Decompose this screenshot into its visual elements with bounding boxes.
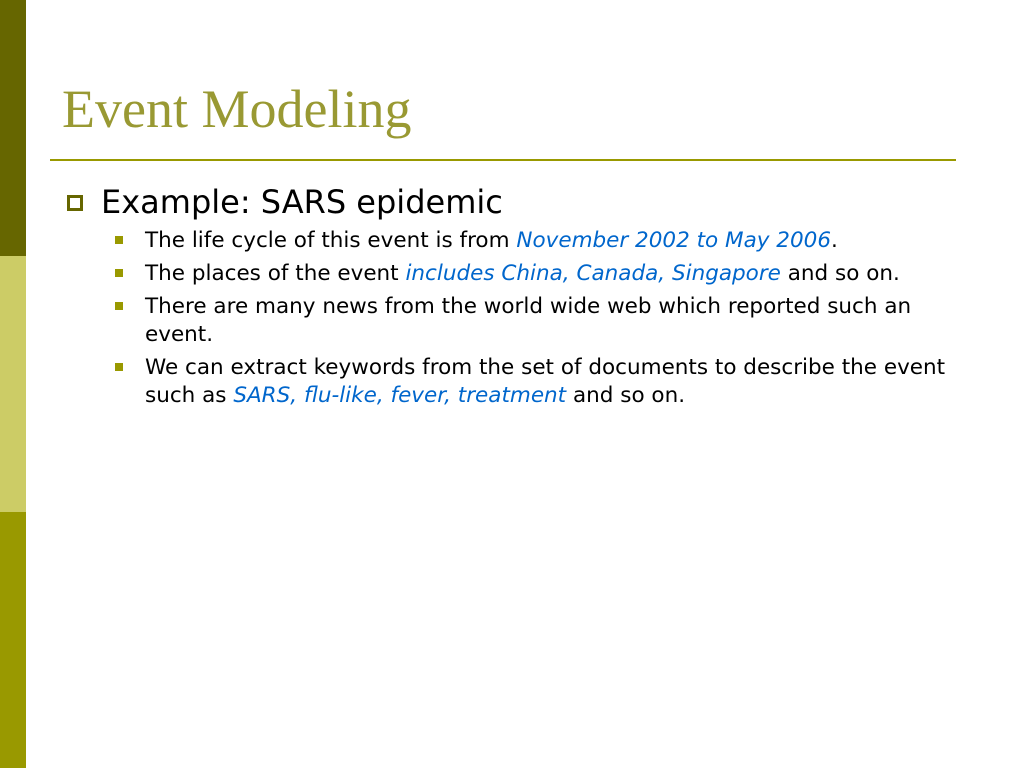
sub-bullet-list bbox=[62, 227, 972, 410]
sub-bullet-text-end: and so on. bbox=[780, 261, 900, 286]
sub-bullet-item bbox=[62, 227, 972, 255]
square-bullet-icon bbox=[115, 302, 123, 310]
sub-bullet-highlight: SARS, flu-like, fever, treatment bbox=[233, 383, 567, 408]
hollow-square-bullet-icon bbox=[67, 195, 83, 211]
sub-bullet-item bbox=[62, 354, 972, 410]
title-divider bbox=[50, 159, 956, 161]
sub-bullet-text: The life cycle of this event is from bbox=[145, 228, 517, 253]
sub-bullet-text-end: . bbox=[831, 228, 838, 253]
square-bullet-icon bbox=[115, 269, 123, 277]
square-bullet-icon bbox=[115, 363, 123, 371]
decor-band-bottom bbox=[0, 512, 26, 768]
sub-bullet-text: The places of the event bbox=[145, 261, 406, 286]
main-bullet-text: Example: SARS epidemic bbox=[101, 183, 503, 221]
main-bullet-item bbox=[62, 183, 972, 221]
slide-title: Event Modeling bbox=[62, 79, 412, 139]
sub-bullet-highlight: includes China, Canada, Singapore bbox=[405, 261, 781, 286]
sub-bullet-text-end: and so on. bbox=[566, 383, 686, 408]
slide-content bbox=[62, 183, 972, 415]
sub-bullet-text: There are many news from the world wide web which reported such an event. bbox=[145, 294, 912, 347]
square-bullet-icon bbox=[115, 236, 123, 244]
decor-band-top bbox=[0, 0, 26, 256]
sub-bullet-highlight: November 2002 to May 2006 bbox=[516, 228, 832, 253]
sub-bullet-item bbox=[62, 293, 972, 349]
sub-bullet-item bbox=[62, 260, 972, 288]
decor-band-middle bbox=[0, 256, 26, 512]
sub-bullet-text: We can extract keywords from the set of documents to describe the event such as bbox=[145, 355, 946, 408]
